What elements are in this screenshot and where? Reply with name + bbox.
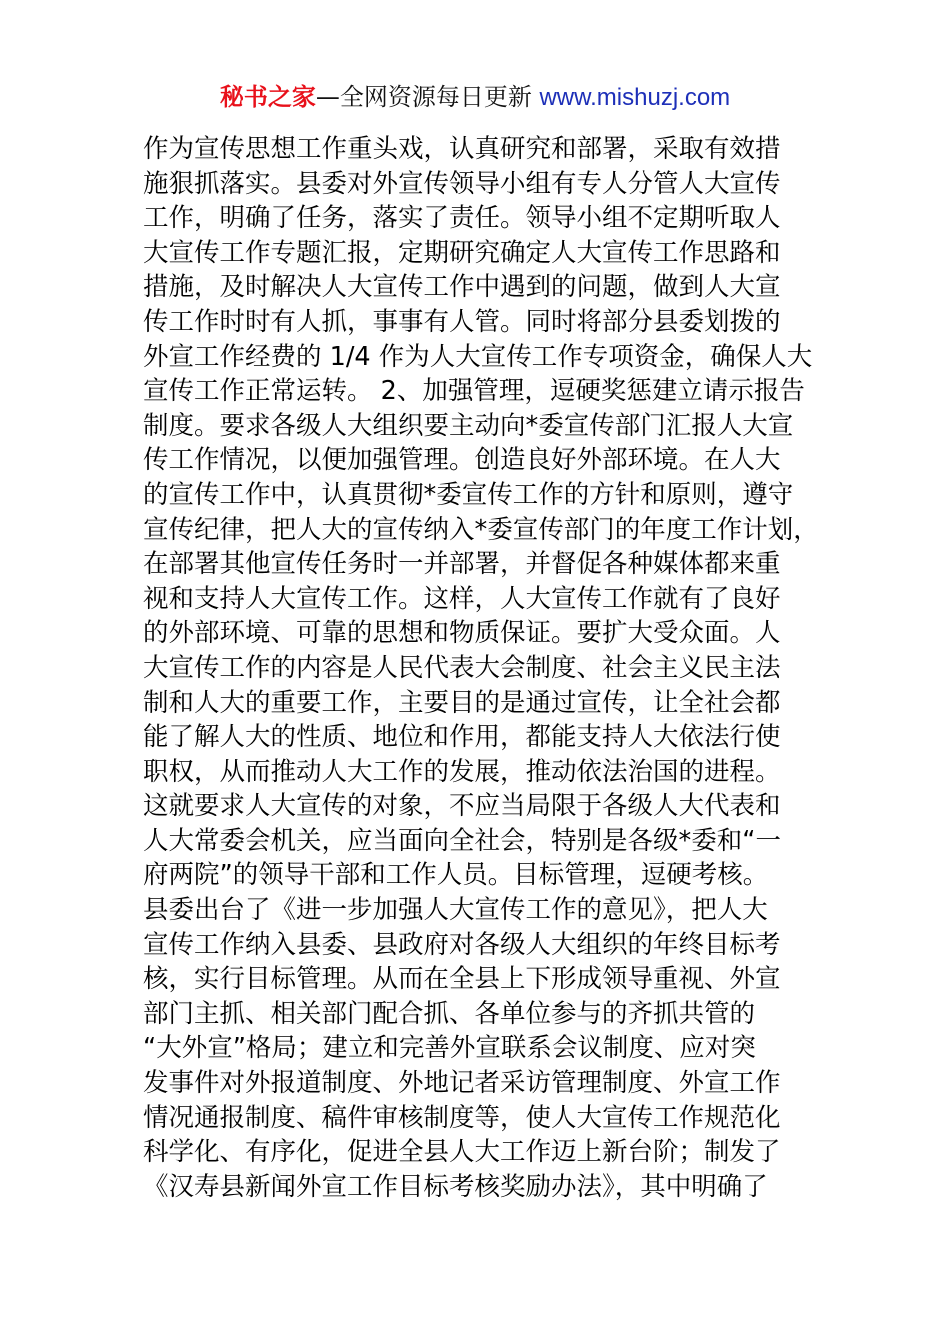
text-line: 施狠抓落实。县委对外宣传领导小组有专人分管人大宣传 [143, 168, 781, 199]
document-body [143, 132, 823, 1204]
text-line: 发事件对外报道制度、外地记者采访管理制度、外宣工作 [143, 1068, 781, 1099]
text-line: 的宣传工作中，认真贯彻*委宣传工作的方针和原则，遵守 [143, 479, 794, 510]
text-line: 在部署其他宣传任务时一并部署，并督促各种媒体都来重 [143, 549, 781, 580]
text-line: 制度。要求各级人大组织要主动向*委宣传部门汇报人大宣 [143, 410, 794, 441]
text-line: 传工作情况，以便加强管理。创造良好外部环境。在人大 [143, 445, 781, 476]
text-line: 措施，及时解决人大宣传工作中遇到的问题，做到人大宣 [143, 272, 781, 303]
site-url-link[interactable]: www.mishuzj.com [539, 84, 731, 111]
text-line: 这就要求人大宣传的对象，不应当局限于各级人大代表和 [143, 791, 781, 822]
text-line: 大宣传工作专题汇报，定期研究确定人大宣传工作思路和 [143, 237, 781, 268]
text-line: 宣传工作正常运转。 2、加强管理，逗硬奖惩建立请示报告 [143, 376, 805, 407]
text-line: 科学化、有序化，促进全县人大工作迈上新台阶；制发了 [143, 1137, 781, 1168]
text-line: 作为宣传思想工作重头戏，认真研究和部署，采取有效措 [143, 134, 781, 164]
text-line: 制和人大的重要工作，主要目的是通过宣传，让全社会都 [143, 687, 781, 718]
text-line: 的外部环境、可靠的思想和物质保证。要扩大受众面。人 [143, 618, 781, 649]
text-line: 核，实行目标管理。从而在全县上下形成领导重视、外宣 [143, 964, 781, 995]
text-line: 人大常委会机关，应当面向全社会，特别是各级*委和“一 [143, 825, 781, 856]
text-line: 府两院”的领导干部和工作人员。目标管理，逗硬考核。 [143, 860, 769, 891]
text-line: 县委出台了《进一步加强人大宣传工作的意见》，把人大 [143, 895, 768, 926]
text-line: 职权，从而推动人大工作的发展，推动依法治国的进程。 [143, 756, 781, 787]
brand-name: 秘书之家 [219, 83, 316, 111]
text-line: 情况通报制度、稿件审核制度等，使人大宣传工作规范化 [143, 1102, 781, 1133]
text-line: 大宣传工作的内容是人民代表大会制度、社会主义民主法 [143, 652, 781, 683]
text-line: 能了解人大的性质、地位和作用，都能支持人大依法行使 [143, 722, 781, 753]
text-line: 《汉寿县新闻外宣工作目标考核奖励办法》，其中明确了 [143, 1171, 768, 1202]
text-line: 宣传纪律，把人大的宣传纳入*委宣传部门的年度工作计划， [143, 514, 819, 545]
text-line: 传工作时时有人抓，事事有人管。同时将部分县委划拨的 [143, 306, 781, 337]
text-line: 视和支持人大宣传工作。这样，人大宣传工作就有了良好 [143, 583, 781, 614]
header-tagline: —全网资源每日更新 [315, 83, 540, 111]
page-header [0, 80, 950, 115]
text-line: 工作，明确了任务，落实了责任。领导小组不定期听取人 [143, 203, 781, 234]
text-line: 外宣工作经费的 1/4 作为人大宣传工作专项资金，确保人大 [143, 341, 813, 372]
text-line: “大外宣”格局；建立和完善外宣联系会议制度、应对突 [143, 1033, 756, 1064]
text-line: 宣传工作纳入县委、县政府对各级人大组织的年终目标考 [143, 929, 781, 960]
text-line: 部门主抓、相关部门配合抓、各单位参与的齐抓共管的 [143, 998, 756, 1029]
